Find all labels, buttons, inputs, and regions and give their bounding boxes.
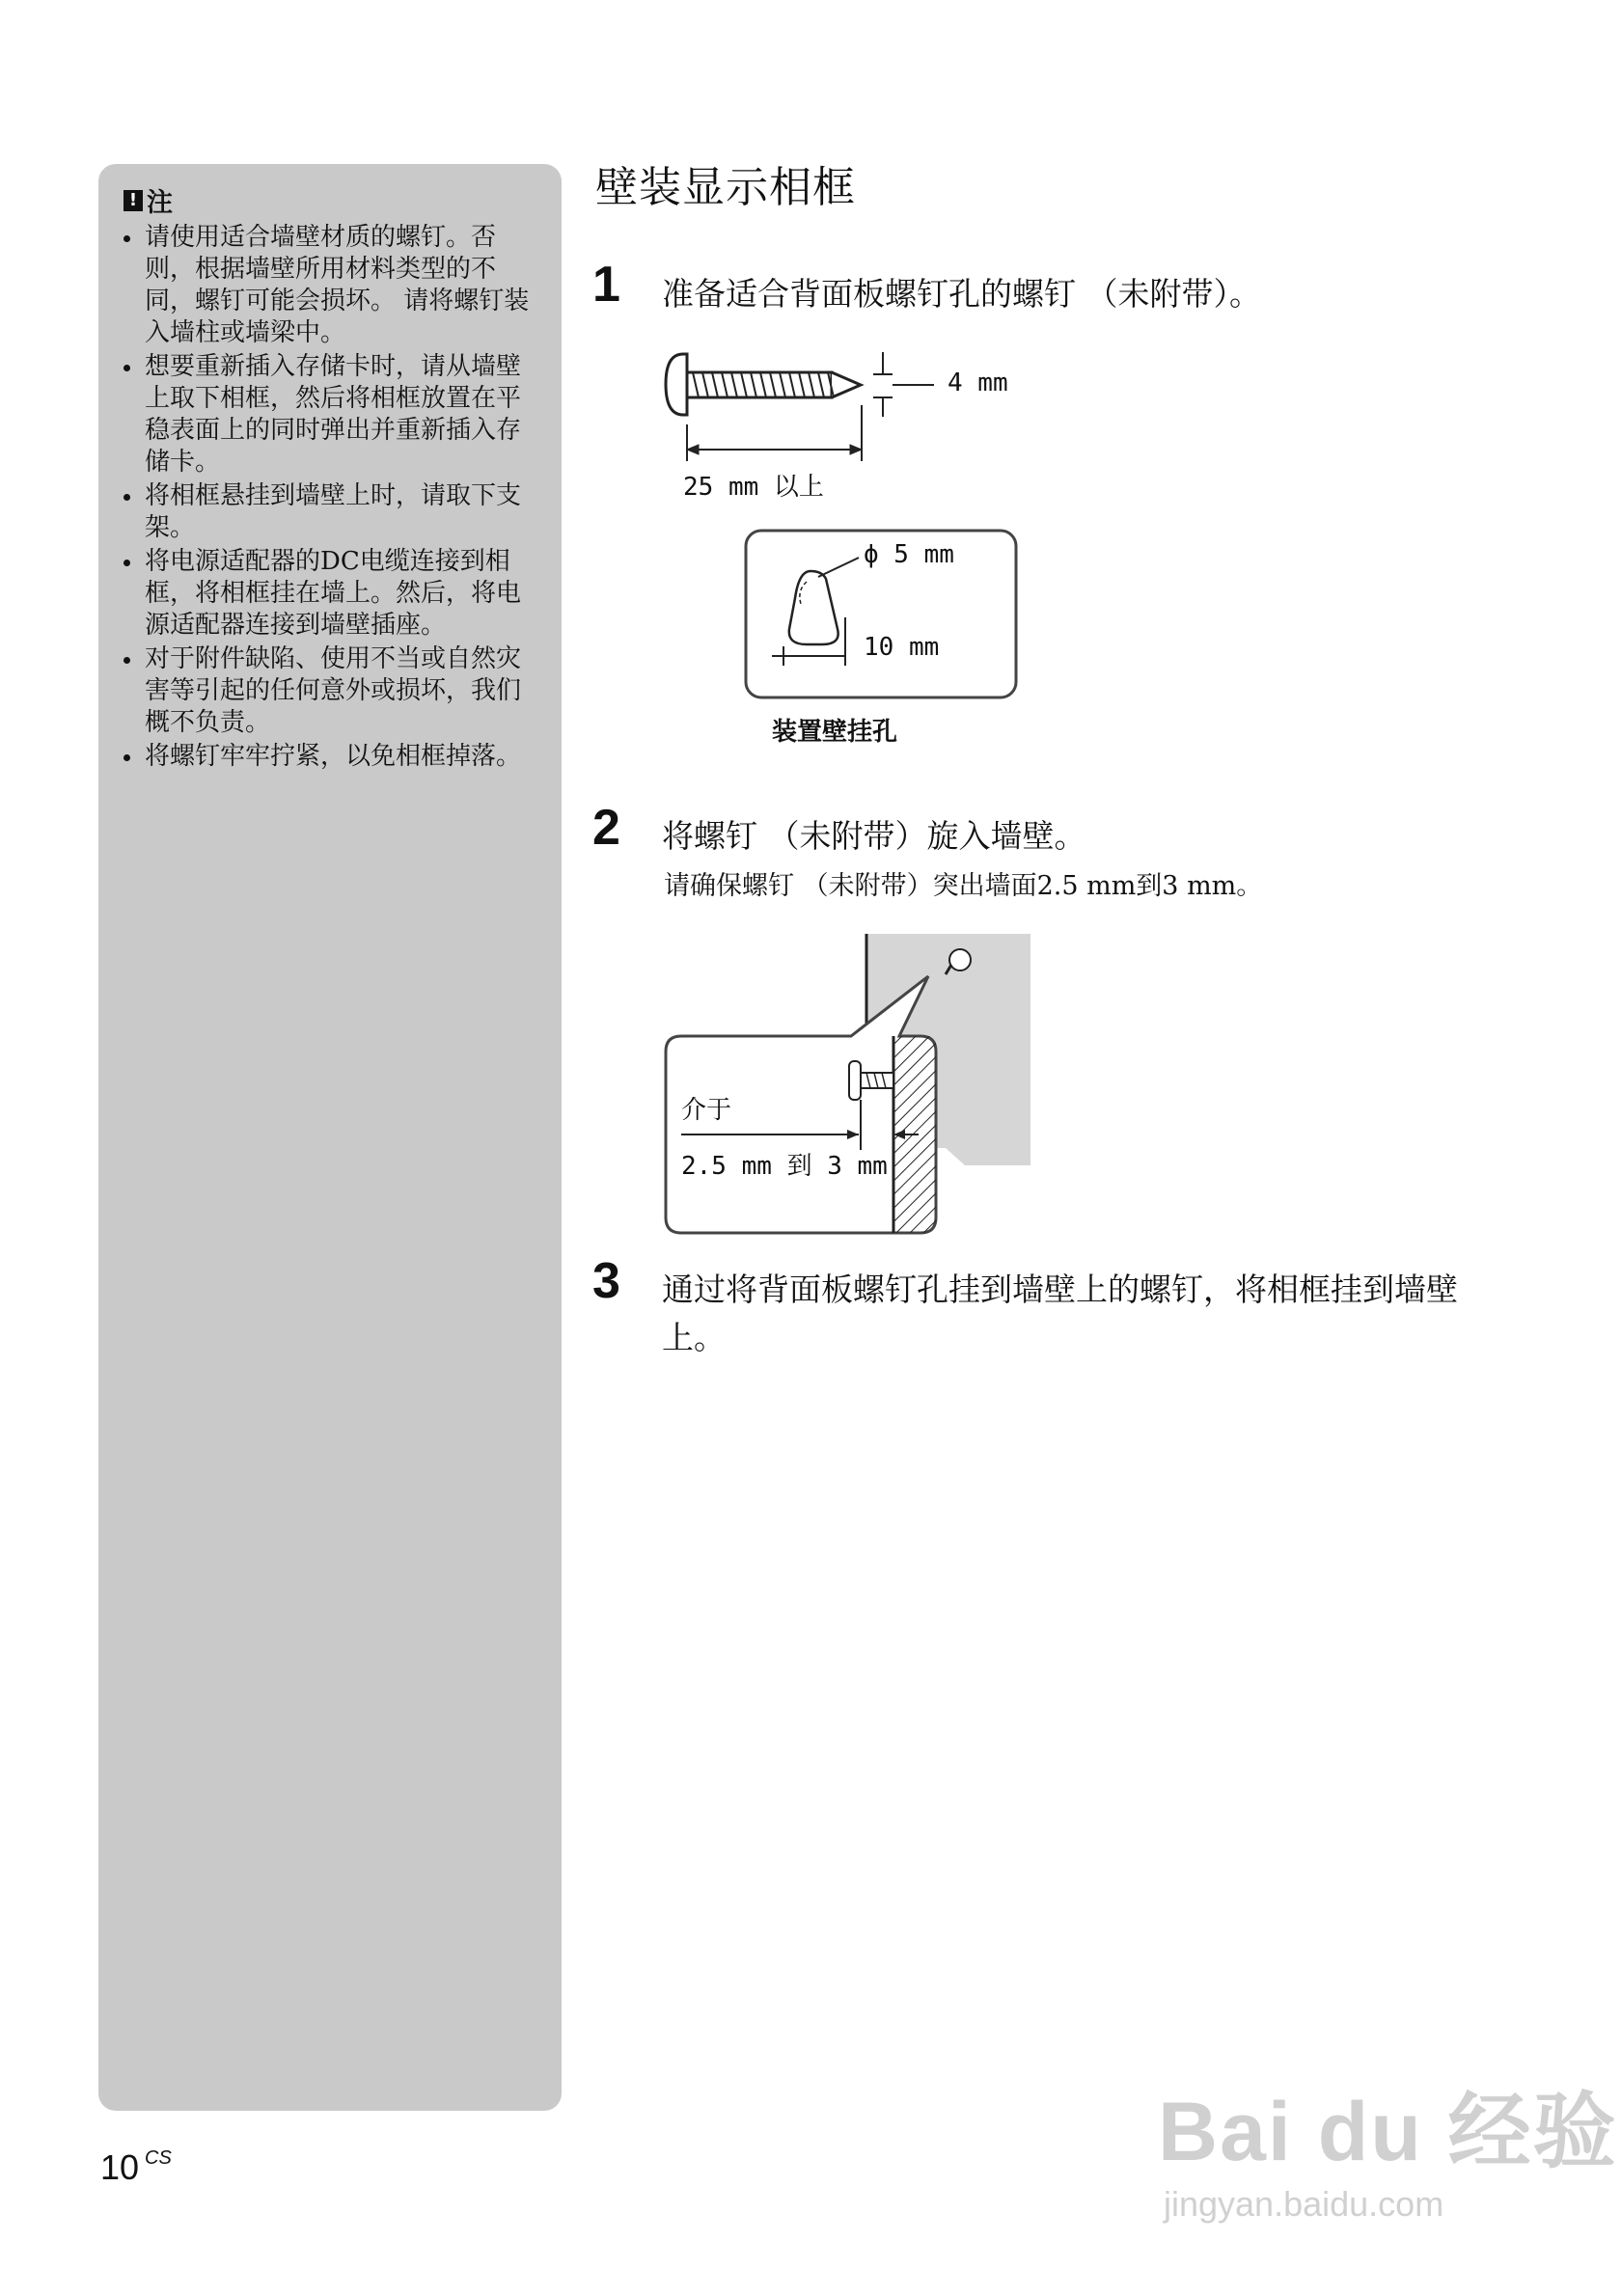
watermark-url: jingyan.baidu.com xyxy=(1164,2184,1444,2224)
step-1-text: 准备适合背面板螺钉孔的螺钉 （未附带）。 xyxy=(662,275,1261,313)
step-2-text: 将螺钉 （未附带）旋入墙壁。 xyxy=(662,817,1086,855)
note-item: 请使用适合墙壁材质的螺钉。否则，根据墙壁所用材料类型的不同，螺钉可能会损坏。 请将螺钉装入墙柱或墙梁中。 xyxy=(118,222,542,349)
screw-diameter-label: 4 mm xyxy=(948,369,1008,397)
baidu-watermark xyxy=(1158,2064,1618,2225)
hole-height-label: 10 mm xyxy=(864,633,940,662)
step-3-number: 3 xyxy=(592,1253,620,1309)
screw-length-label: 25 mm 以上 xyxy=(683,473,824,502)
watermark-logo-text: Bai du 经验 xyxy=(1158,2086,1618,2178)
note-heading-label: 注 xyxy=(147,188,173,218)
keyhole-caption: 装置壁挂孔 xyxy=(772,718,898,747)
caution-icon: ! xyxy=(124,190,143,211)
note-item: 将相框悬挂到墙壁上时，请取下支架。 xyxy=(118,480,542,544)
between-label: 介于 xyxy=(681,1096,732,1125)
page-language-code: CS xyxy=(145,2147,172,2169)
protrusion-range-label: 2.5 mm 到 3 mm xyxy=(681,1152,888,1181)
hole-diameter-label: ϕ 5 mm xyxy=(864,540,954,569)
wall-illustration xyxy=(666,934,1030,1233)
note-item: 对于附件缺陷、使用不当或自然灾害等引起的任何意外或损坏，我们概不负责。 xyxy=(118,643,542,739)
note-item: 想要重新插入存储卡时，请从墙壁上取下相框，然后将相框放置在平稳表面上的同时弹出并重新插入存储卡。 xyxy=(118,351,542,478)
note-item: 将电源适配器的DC电缆连接到相框，将相框挂在墙上。然后，将电源适配器连接到墙壁插座。 xyxy=(118,546,542,642)
page-number xyxy=(100,2147,172,2188)
page-number-value: 10 xyxy=(100,2147,140,2187)
step-2-subtext: 请确保螺钉 （未附带）突出墙面2.5 mm到3 mm。 xyxy=(664,871,1263,901)
step-3-text: 通过将背面板螺钉孔挂到墙壁上的螺钉，将相框挂到墙壁上。 xyxy=(662,1271,1458,1356)
page-title: 壁装显示相框 xyxy=(595,163,856,212)
note-item: 将螺钉牢牢拧紧，以免相框掉落。 xyxy=(118,741,542,773)
step-2-number: 2 xyxy=(592,800,620,856)
step-1-number: 1 xyxy=(592,257,620,313)
screw-illustration xyxy=(666,352,934,461)
